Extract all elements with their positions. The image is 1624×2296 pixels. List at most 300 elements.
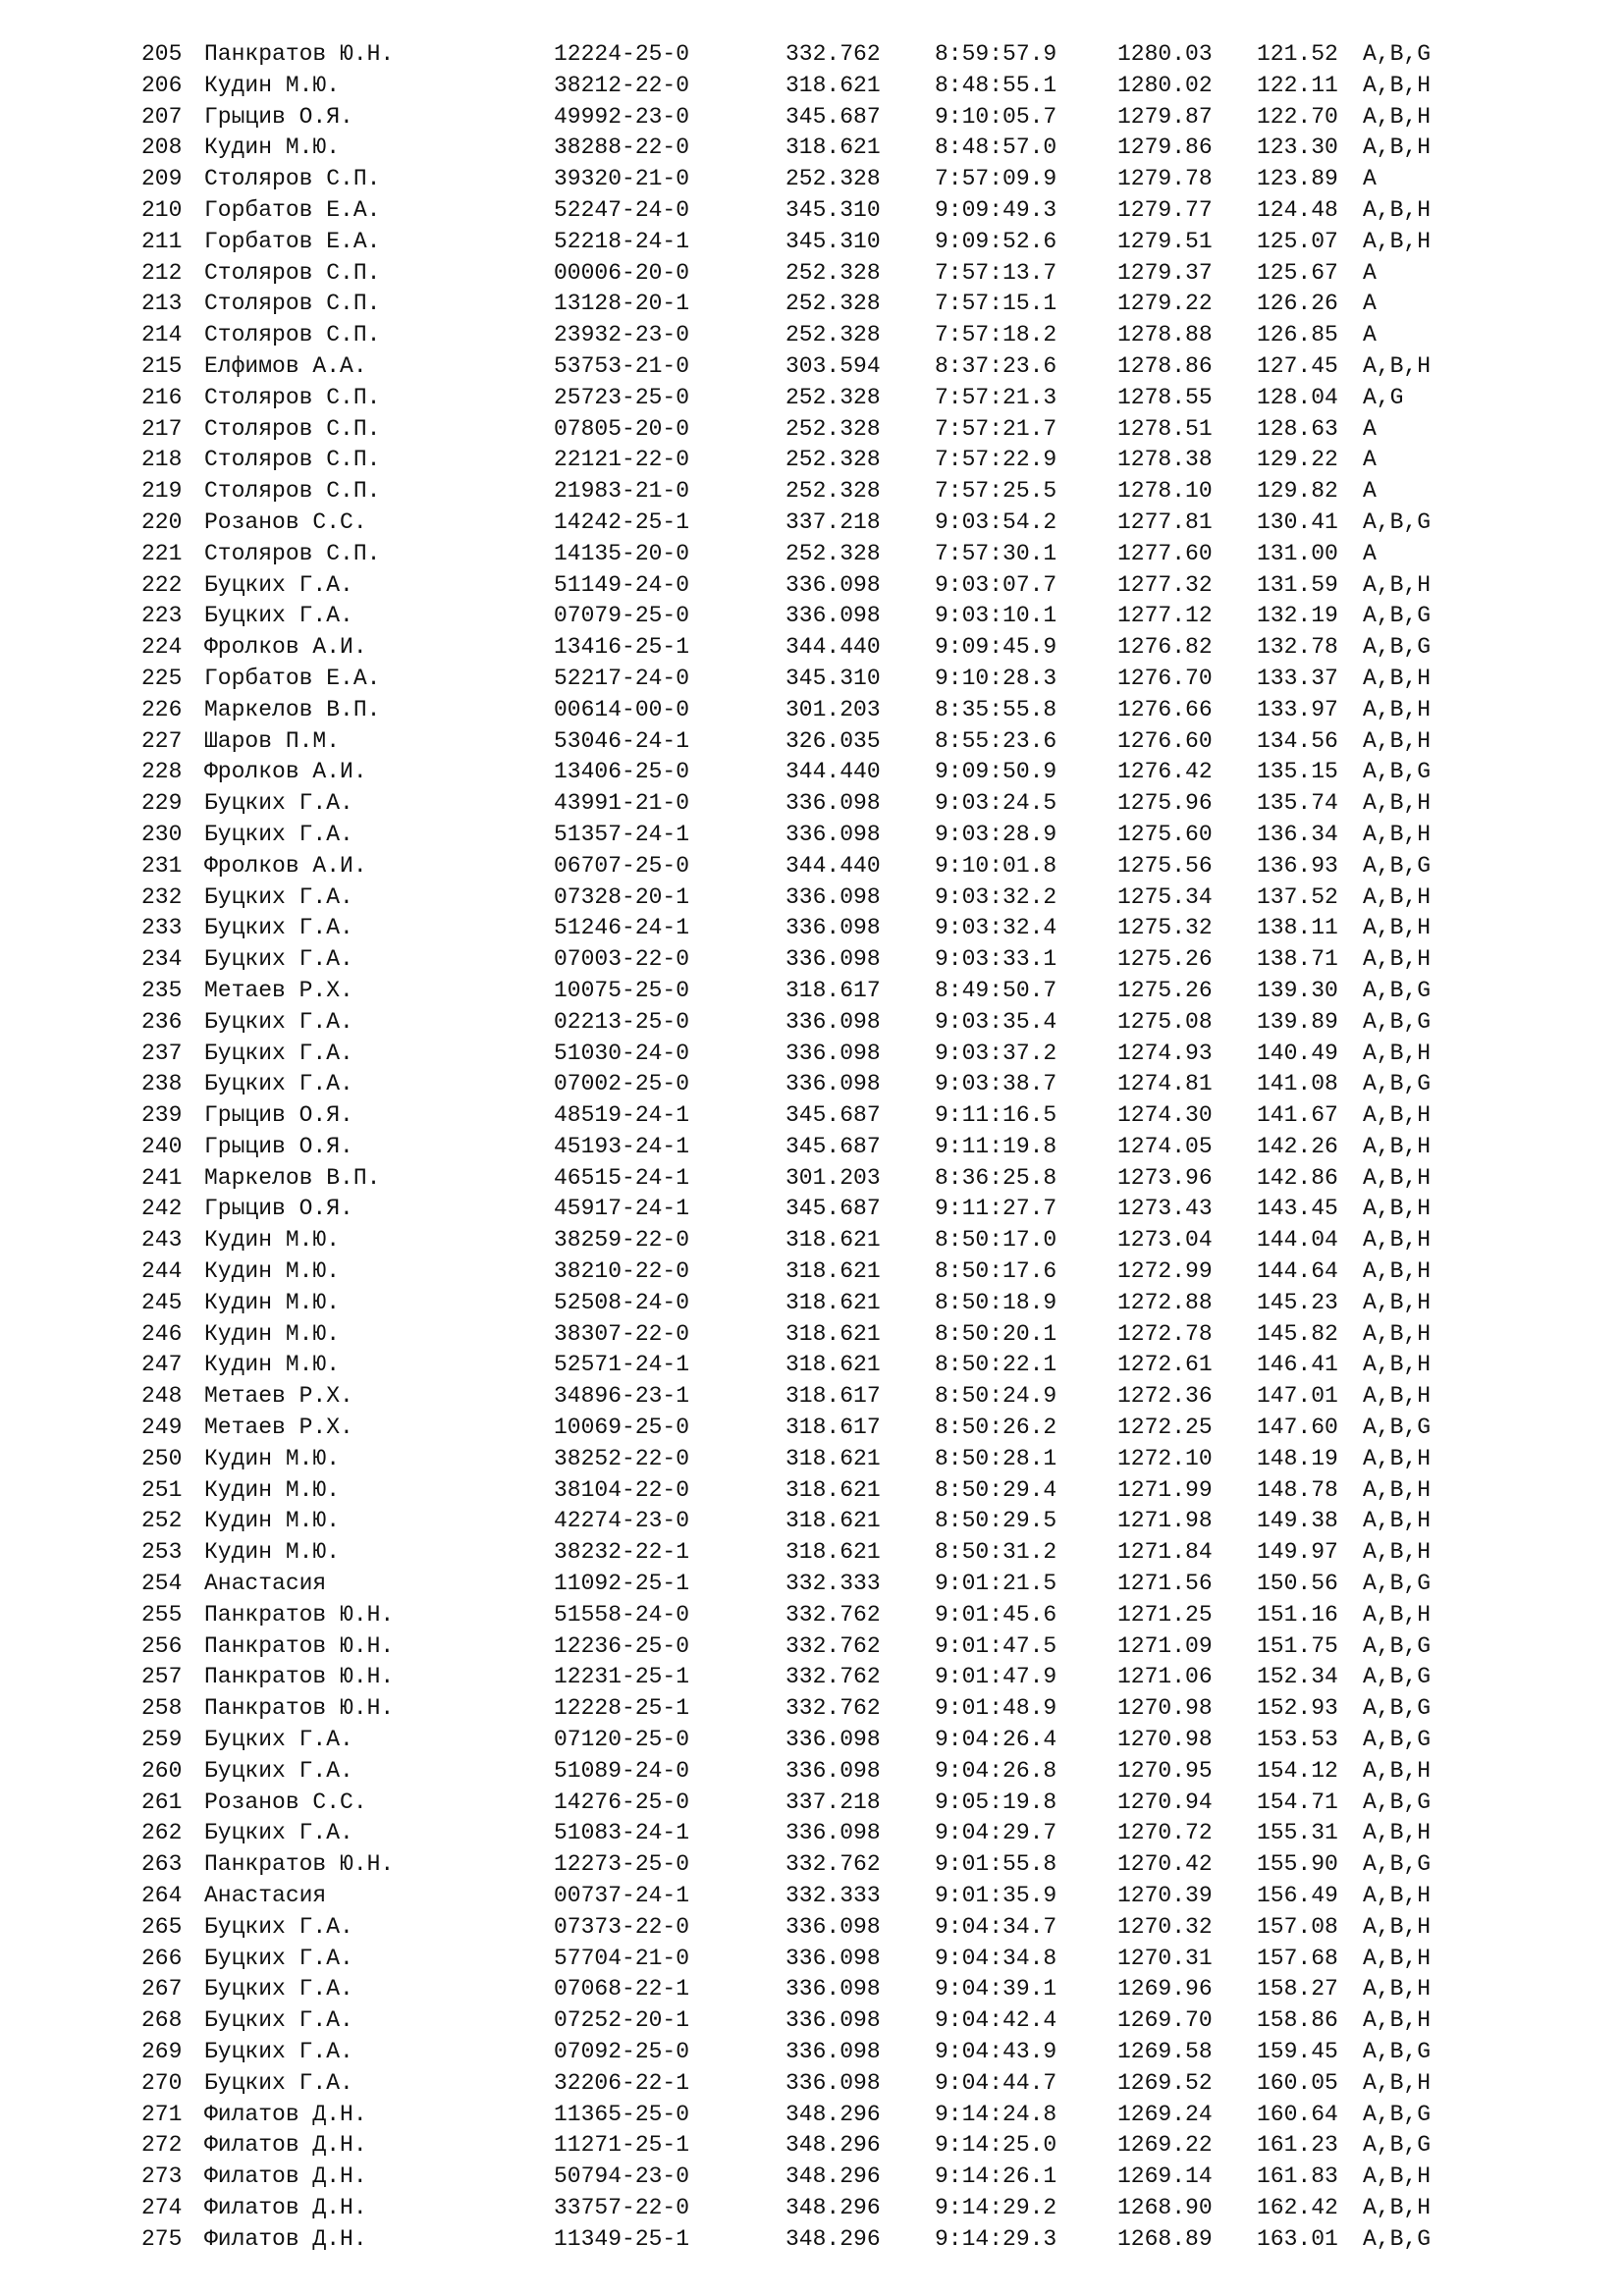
place-number: 236 (141, 1008, 183, 1035)
owner-name: Шаров П.М. (204, 727, 341, 754)
speed-value: 1274.05 (1117, 1133, 1213, 1159)
owner-name: Панкратов Ю.Н. (204, 1664, 395, 1690)
ring-number: 38252-22-0 (554, 1445, 690, 1471)
speed-value: 1271.09 (1117, 1632, 1213, 1659)
ring-number: 52218-24-1 (554, 228, 690, 254)
ring-number: 48519-24-1 (554, 1102, 690, 1129)
speed-value: 1276.66 (1117, 696, 1213, 722)
owner-name: Буцких Г.А. (204, 1757, 353, 1784)
speed-value: 1271.06 (1117, 1664, 1213, 1690)
category-flags: A,B,G (1363, 2225, 1432, 2252)
place-number: 242 (141, 1196, 183, 1222)
speed-value: 1279.22 (1117, 291, 1213, 317)
distance-value: 336.098 (785, 1071, 881, 1097)
speed-value: 1270.39 (1117, 1883, 1213, 1909)
category-flags: A,B,H (1363, 1945, 1432, 1971)
arrival-time: 9:03:33.1 (935, 946, 1057, 973)
arrival-time: 9:14:29.3 (935, 2225, 1057, 2252)
owner-name: Кудин М.Ю. (204, 1508, 341, 1534)
speed-value: 1279.78 (1117, 166, 1213, 192)
place-number: 220 (141, 508, 183, 535)
ring-number: 07079-25-0 (554, 603, 690, 629)
place-number: 229 (141, 790, 183, 817)
coefficient-value: 151.16 (1257, 1601, 1338, 1628)
distance-value: 332.762 (785, 1695, 881, 1722)
place-number: 213 (141, 291, 183, 317)
place-number: 251 (141, 1476, 183, 1503)
category-flags: A,B,H (1363, 571, 1432, 598)
coefficient-value: 157.68 (1257, 1945, 1338, 1971)
category-flags: A,B,H (1363, 2163, 1432, 2190)
place-number: 219 (141, 478, 183, 505)
category-flags: A,B,H (1363, 665, 1432, 691)
place-number: 249 (141, 1415, 183, 1441)
category-flags: A,B,H (1363, 727, 1432, 754)
category-flags: A,B,G (1363, 1727, 1432, 1753)
distance-value: 252.328 (785, 415, 881, 442)
ring-number: 10069-25-0 (554, 1415, 690, 1441)
speed-value: 1272.25 (1117, 1415, 1213, 1441)
coefficient-value: 141.67 (1257, 1102, 1338, 1129)
speed-value: 1276.82 (1117, 634, 1213, 661)
distance-value: 345.687 (785, 1133, 881, 1159)
ring-number: 52217-24-0 (554, 665, 690, 691)
ring-number: 12231-25-1 (554, 1664, 690, 1690)
category-flags: A,B,H (1363, 1883, 1432, 1909)
owner-name: Анастасия (204, 1883, 327, 1909)
owner-name: Кудин М.Ю. (204, 1445, 341, 1471)
arrival-time: 8:55:23.6 (935, 727, 1057, 754)
distance-value: 252.328 (785, 447, 881, 473)
coefficient-value: 134.56 (1257, 727, 1338, 754)
distance-value: 301.203 (785, 696, 881, 722)
arrival-time: 9:14:29.2 (935, 2194, 1057, 2220)
coefficient-value: 155.90 (1257, 1851, 1338, 1878)
ring-number: 11349-25-1 (554, 2225, 690, 2252)
coefficient-value: 139.89 (1257, 1008, 1338, 1035)
coefficient-value: 123.30 (1257, 134, 1338, 161)
ring-number: 12228-25-1 (554, 1695, 690, 1722)
distance-value: 336.098 (785, 946, 881, 973)
arrival-time: 9:10:05.7 (935, 103, 1057, 130)
distance-value: 344.440 (785, 634, 881, 661)
owner-name: Кудин М.Ю. (204, 134, 341, 161)
speed-value: 1270.98 (1117, 1727, 1213, 1753)
speed-value: 1274.93 (1117, 1040, 1213, 1066)
place-number: 257 (141, 1664, 183, 1690)
ring-number: 12236-25-0 (554, 1632, 690, 1659)
speed-value: 1279.87 (1117, 103, 1213, 130)
place-number: 247 (141, 1352, 183, 1378)
coefficient-value: 125.07 (1257, 228, 1338, 254)
distance-value: 318.617 (785, 977, 881, 1003)
arrival-time: 9:14:26.1 (935, 2163, 1057, 2190)
distance-value: 336.098 (785, 571, 881, 598)
ring-number: 51030-24-0 (554, 1040, 690, 1066)
arrival-time: 9:10:01.8 (935, 852, 1057, 879)
coefficient-value: 149.38 (1257, 1508, 1338, 1534)
speed-value: 1273.04 (1117, 1227, 1213, 1254)
coefficient-value: 142.86 (1257, 1164, 1338, 1191)
category-flags: A,B,H (1363, 134, 1432, 161)
category-flags: A,B,H (1363, 196, 1432, 223)
category-flags: A,B,H (1363, 1196, 1432, 1222)
ring-number: 51083-24-1 (554, 1820, 690, 1846)
arrival-time: 7:57:09.9 (935, 166, 1057, 192)
owner-name: Горбатов Е.А. (204, 665, 381, 691)
coefficient-value: 156.49 (1257, 1883, 1338, 1909)
coefficient-value: 141.08 (1257, 1071, 1338, 1097)
owner-name: Буцких Г.А. (204, 821, 353, 847)
coefficient-value: 162.42 (1257, 2194, 1338, 2220)
arrival-time: 8:49:50.7 (935, 977, 1057, 1003)
place-number: 212 (141, 259, 183, 286)
speed-value: 1269.58 (1117, 2039, 1213, 2064)
owner-name: Метаев Р.Х. (204, 977, 353, 1003)
coefficient-value: 145.23 (1257, 1289, 1338, 1315)
speed-value: 1279.77 (1117, 196, 1213, 223)
category-flags: A,B,H (1363, 946, 1432, 973)
arrival-time: 9:04:26.8 (935, 1757, 1057, 1784)
ring-number: 49992-23-0 (554, 103, 690, 130)
coefficient-value: 144.04 (1257, 1227, 1338, 1254)
distance-value: 336.098 (785, 603, 881, 629)
arrival-time: 9:09:49.3 (935, 196, 1057, 223)
arrival-time: 9:03:28.9 (935, 821, 1057, 847)
speed-value: 1277.81 (1117, 508, 1213, 535)
distance-value: 336.098 (785, 2039, 881, 2064)
distance-value: 332.762 (785, 1851, 881, 1878)
category-flags: A,B,G (1363, 634, 1432, 661)
category-flags: A,B,H (1363, 1040, 1432, 1066)
distance-value: 318.621 (785, 1227, 881, 1254)
place-number: 270 (141, 2069, 183, 2096)
coefficient-value: 154.71 (1257, 1789, 1338, 1815)
place-number: 274 (141, 2194, 183, 2220)
ring-number: 21983-21-0 (554, 478, 690, 505)
arrival-time: 9:04:29.7 (935, 1820, 1057, 1846)
speed-value: 1271.98 (1117, 1508, 1213, 1534)
distance-value: 336.098 (785, 1945, 881, 1971)
place-number: 272 (141, 2132, 183, 2159)
arrival-time: 8:50:26.2 (935, 1415, 1057, 1441)
ring-number: 42274-23-0 (554, 1508, 690, 1534)
place-number: 246 (141, 1320, 183, 1347)
arrival-time: 8:50:24.9 (935, 1383, 1057, 1410)
arrival-time: 9:11:27.7 (935, 1196, 1057, 1222)
coefficient-value: 161.23 (1257, 2132, 1338, 2159)
coefficient-value: 148.19 (1257, 1445, 1338, 1471)
speed-value: 1276.42 (1117, 759, 1213, 785)
place-number: 243 (141, 1227, 183, 1254)
place-number: 217 (141, 415, 183, 442)
owner-name: Панкратов Ю.Н. (204, 1632, 395, 1659)
category-flags: A,B,G (1363, 1071, 1432, 1097)
coefficient-value: 161.83 (1257, 2163, 1338, 2190)
ring-number: 57704-21-0 (554, 1945, 690, 1971)
speed-value: 1272.88 (1117, 1289, 1213, 1315)
speed-value: 1277.60 (1117, 540, 1213, 566)
place-number: 228 (141, 759, 183, 785)
category-flags: A,B,H (1363, 1757, 1432, 1784)
place-number: 258 (141, 1695, 183, 1722)
coefficient-value: 124.48 (1257, 196, 1338, 223)
arrival-time: 7:57:18.2 (935, 322, 1057, 348)
coefficient-value: 152.34 (1257, 1664, 1338, 1690)
ring-number: 46515-24-1 (554, 1164, 690, 1191)
category-flags: A,B,G (1363, 41, 1432, 67)
coefficient-value: 128.04 (1257, 384, 1338, 410)
arrival-time: 7:57:25.5 (935, 478, 1057, 505)
speed-value: 1274.81 (1117, 1071, 1213, 1097)
speed-value: 1270.98 (1117, 1695, 1213, 1722)
place-number: 262 (141, 1820, 183, 1846)
arrival-time: 8:50:18.9 (935, 1289, 1057, 1315)
category-flags: A,B,H (1363, 883, 1432, 910)
arrival-time: 9:09:52.6 (935, 228, 1057, 254)
coefficient-value: 126.85 (1257, 322, 1338, 348)
owner-name: Филатов Д.Н. (204, 2132, 367, 2159)
arrival-time: 9:04:43.9 (935, 2039, 1057, 2064)
ring-number: 14276-25-0 (554, 1789, 690, 1815)
owner-name: Панкратов Ю.Н. (204, 1851, 395, 1878)
arrival-time: 8:36:25.8 (935, 1164, 1057, 1191)
distance-value: 336.098 (785, 1727, 881, 1753)
place-number: 209 (141, 166, 183, 192)
speed-value: 1278.55 (1117, 384, 1213, 410)
distance-value: 332.762 (785, 1664, 881, 1690)
distance-value: 348.296 (785, 2132, 881, 2159)
category-flags: A,B,H (1363, 1320, 1432, 1347)
arrival-time: 9:03:07.7 (935, 571, 1057, 598)
distance-value: 252.328 (785, 166, 881, 192)
category-flags: A,B,G (1363, 852, 1432, 879)
category-flags: A,B,G (1363, 977, 1432, 1003)
ring-number: 00006-20-0 (554, 259, 690, 286)
owner-name: Грыцив О.Я. (204, 103, 353, 130)
coefficient-value: 136.93 (1257, 852, 1338, 879)
category-flags: A,B,H (1363, 1508, 1432, 1534)
arrival-time: 9:01:55.8 (935, 1851, 1057, 1878)
coefficient-value: 144.64 (1257, 1258, 1338, 1285)
ring-number: 33757-22-0 (554, 2194, 690, 2220)
owner-name: Буцких Г.А. (204, 1913, 353, 1940)
owner-name: Буцких Г.А. (204, 1727, 353, 1753)
distance-value: 336.098 (785, 1757, 881, 1784)
ring-number: 51089-24-0 (554, 1757, 690, 1784)
place-number: 238 (141, 1071, 183, 1097)
ring-number: 51246-24-1 (554, 915, 690, 941)
place-number: 263 (141, 1851, 183, 1878)
speed-value: 1278.10 (1117, 478, 1213, 505)
coefficient-value: 138.71 (1257, 946, 1338, 973)
category-flags: A,G (1363, 384, 1404, 410)
speed-value: 1280.03 (1117, 41, 1213, 67)
place-number: 227 (141, 727, 183, 754)
category-flags: A,B,H (1363, 2069, 1432, 2096)
place-number: 226 (141, 696, 183, 722)
coefficient-value: 139.30 (1257, 977, 1338, 1003)
place-number: 268 (141, 2007, 183, 2034)
speed-value: 1277.12 (1117, 603, 1213, 629)
speed-value: 1277.32 (1117, 571, 1213, 598)
category-flags: A (1363, 291, 1377, 317)
arrival-time: 9:03:35.4 (935, 1008, 1057, 1035)
place-number: 256 (141, 1632, 183, 1659)
category-flags: A,B,H (1363, 1258, 1432, 1285)
place-number: 206 (141, 72, 183, 98)
coefficient-value: 131.59 (1257, 571, 1338, 598)
arrival-time: 9:03:38.7 (935, 1071, 1057, 1097)
place-number: 250 (141, 1445, 183, 1471)
category-flags: A,B,H (1363, 915, 1432, 941)
ring-number: 51149-24-0 (554, 571, 690, 598)
category-flags: A (1363, 478, 1377, 505)
owner-name: Панкратов Ю.Н. (204, 1695, 395, 1722)
owner-name: Столяров С.П. (204, 540, 381, 566)
ring-number: 38259-22-0 (554, 1227, 690, 1254)
place-number: 214 (141, 322, 183, 348)
ring-number: 45193-24-1 (554, 1133, 690, 1159)
place-number: 234 (141, 946, 183, 973)
category-flags: A,B,H (1363, 1383, 1432, 1410)
distance-value: 345.310 (785, 665, 881, 691)
ring-number: 07328-20-1 (554, 883, 690, 910)
owner-name: Филатов Д.Н. (204, 2163, 367, 2190)
speed-value: 1270.94 (1117, 1789, 1213, 1815)
distance-value: 344.440 (785, 759, 881, 785)
speed-value: 1272.78 (1117, 1320, 1213, 1347)
speed-value: 1270.32 (1117, 1913, 1213, 1940)
owner-name: Кудин М.Ю. (204, 1539, 341, 1566)
owner-name: Столяров С.П. (204, 447, 381, 473)
owner-name: Филатов Д.Н. (204, 2194, 367, 2220)
owner-name: Столяров С.П. (204, 259, 381, 286)
speed-value: 1271.84 (1117, 1539, 1213, 1566)
owner-name: Горбатов Е.А. (204, 196, 381, 223)
category-flags: A,B,H (1363, 1476, 1432, 1503)
distance-value: 332.762 (785, 41, 881, 67)
coefficient-value: 137.52 (1257, 883, 1338, 910)
owner-name: Буцких Г.А. (204, 603, 353, 629)
speed-value: 1275.56 (1117, 852, 1213, 879)
place-number: 265 (141, 1913, 183, 1940)
category-flags: A,B,G (1363, 603, 1432, 629)
distance-value: 336.098 (785, 1913, 881, 1940)
speed-value: 1278.51 (1117, 415, 1213, 442)
owner-name: Метаев Р.Х. (204, 1415, 353, 1441)
ring-number: 51357-24-1 (554, 821, 690, 847)
place-number: 248 (141, 1383, 183, 1410)
speed-value: 1270.31 (1117, 1945, 1213, 1971)
speed-value: 1276.60 (1117, 727, 1213, 754)
arrival-time: 8:50:22.1 (935, 1352, 1057, 1378)
distance-value: 332.333 (785, 1883, 881, 1909)
arrival-time: 9:01:45.6 (935, 1601, 1057, 1628)
arrival-time: 9:04:42.4 (935, 2007, 1057, 2034)
coefficient-value: 155.31 (1257, 1820, 1338, 1846)
coefficient-value: 122.70 (1257, 103, 1338, 130)
owner-name: Панкратов Ю.Н. (204, 41, 395, 67)
coefficient-value: 132.19 (1257, 603, 1338, 629)
ring-number: 53753-21-0 (554, 352, 690, 379)
distance-value: 318.621 (785, 1508, 881, 1534)
arrival-time: 7:57:30.1 (935, 540, 1057, 566)
category-flags: A,B,G (1363, 1415, 1432, 1441)
distance-value: 348.296 (785, 2163, 881, 2190)
speed-value: 1269.96 (1117, 1976, 1213, 2002)
coefficient-value: 148.78 (1257, 1476, 1338, 1503)
speed-value: 1279.37 (1117, 259, 1213, 286)
coefficient-value: 159.45 (1257, 2039, 1338, 2064)
speed-value: 1269.52 (1117, 2069, 1213, 2096)
place-number: 260 (141, 1757, 183, 1784)
distance-value: 336.098 (785, 915, 881, 941)
distance-value: 252.328 (785, 322, 881, 348)
coefficient-value: 160.64 (1257, 2101, 1338, 2127)
place-number: 271 (141, 2101, 183, 2127)
arrival-time: 9:04:34.8 (935, 1945, 1057, 1971)
arrival-time: 9:09:45.9 (935, 634, 1057, 661)
ring-number: 12273-25-0 (554, 1851, 690, 1878)
distance-value: 326.035 (785, 727, 881, 754)
distance-value: 332.762 (785, 1601, 881, 1628)
distance-value: 345.310 (785, 196, 881, 223)
coefficient-value: 125.67 (1257, 259, 1338, 286)
owner-name: Кудин М.Ю. (204, 72, 341, 98)
category-flags: A (1363, 415, 1377, 442)
speed-value: 1273.96 (1117, 1164, 1213, 1191)
ring-number: 52571-24-1 (554, 1352, 690, 1378)
distance-value: 303.594 (785, 352, 881, 379)
speed-value: 1279.51 (1117, 228, 1213, 254)
distance-value: 345.687 (785, 1196, 881, 1222)
owner-name: Буцких Г.А. (204, 790, 353, 817)
ring-number: 14242-25-1 (554, 508, 690, 535)
coefficient-value: 152.93 (1257, 1695, 1338, 1722)
distance-value: 344.440 (785, 852, 881, 879)
ring-number: 53046-24-1 (554, 727, 690, 754)
owner-name: Розанов С.С. (204, 1789, 367, 1815)
arrival-time: 9:14:25.0 (935, 2132, 1057, 2159)
speed-value: 1278.86 (1117, 352, 1213, 379)
coefficient-value: 142.26 (1257, 1133, 1338, 1159)
arrival-time: 8:50:17.0 (935, 1227, 1057, 1254)
category-flags: A,B,H (1363, 1820, 1432, 1846)
coefficient-value: 151.75 (1257, 1632, 1338, 1659)
place-number: 273 (141, 2163, 183, 2190)
arrival-time: 8:37:23.6 (935, 352, 1057, 379)
category-flags: A,B,H (1363, 1133, 1432, 1159)
arrival-time: 7:57:22.9 (935, 447, 1057, 473)
distance-value: 345.310 (785, 228, 881, 254)
coefficient-value: 131.00 (1257, 540, 1338, 566)
arrival-time: 8:48:57.0 (935, 134, 1057, 161)
ring-number: 11365-25-0 (554, 2101, 690, 2127)
distance-value: 336.098 (785, 790, 881, 817)
distance-value: 318.621 (785, 1539, 881, 1566)
owner-name: Панкратов Ю.Н. (204, 1601, 395, 1628)
arrival-time: 9:05:19.8 (935, 1789, 1057, 1815)
ring-number: 13416-25-1 (554, 634, 690, 661)
arrival-time: 9:10:28.3 (935, 665, 1057, 691)
place-number: 231 (141, 852, 183, 879)
speed-value: 1280.02 (1117, 72, 1213, 98)
category-flags: A,B,G (1363, 1571, 1432, 1597)
arrival-time: 9:03:32.4 (935, 915, 1057, 941)
place-number: 255 (141, 1601, 183, 1628)
category-flags: A,B,G (1363, 1632, 1432, 1659)
